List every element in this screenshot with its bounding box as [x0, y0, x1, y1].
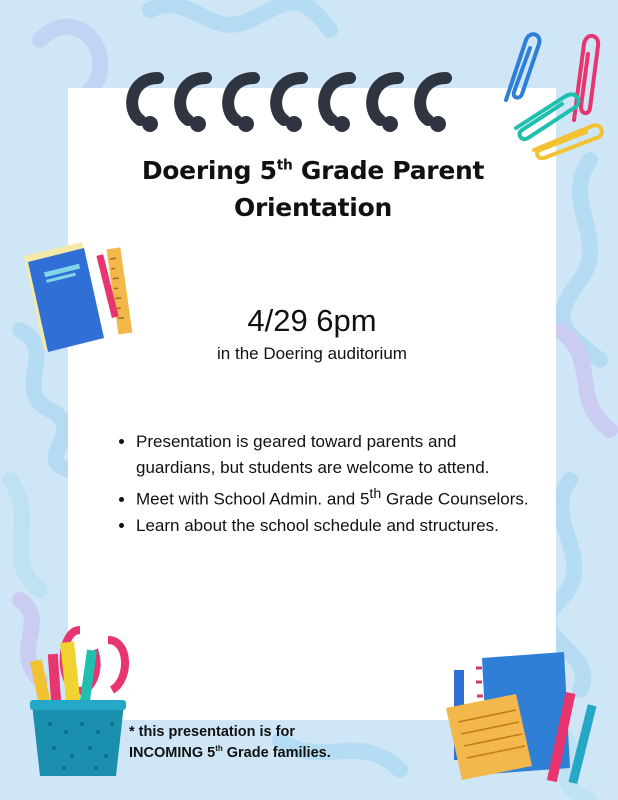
paper-clips-icon	[496, 30, 606, 160]
event-location: in the Doering auditorium	[217, 344, 407, 363]
binder-rings-icon	[120, 58, 480, 138]
list-item: • Presentation is geared toward parents and guardians, but students are welcome to attend.	[136, 429, 536, 481]
footnote: * this presentation is for INCOMING 5th Grade families.	[129, 724, 331, 761]
page-title: Doering 5th Grade Parent Orientation	[141, 156, 485, 222]
list-item: • Learn about the school schedule and structures.	[136, 513, 536, 539]
event-datetime: 4/29 6pm	[247, 303, 377, 338]
pencil-cup-icon	[20, 620, 140, 780]
details-list	[112, 429, 536, 539]
notebook-pencils-icon	[446, 648, 606, 788]
list-item: • Meet with School Admin. and 5th Grade Counselors.	[136, 481, 536, 513]
